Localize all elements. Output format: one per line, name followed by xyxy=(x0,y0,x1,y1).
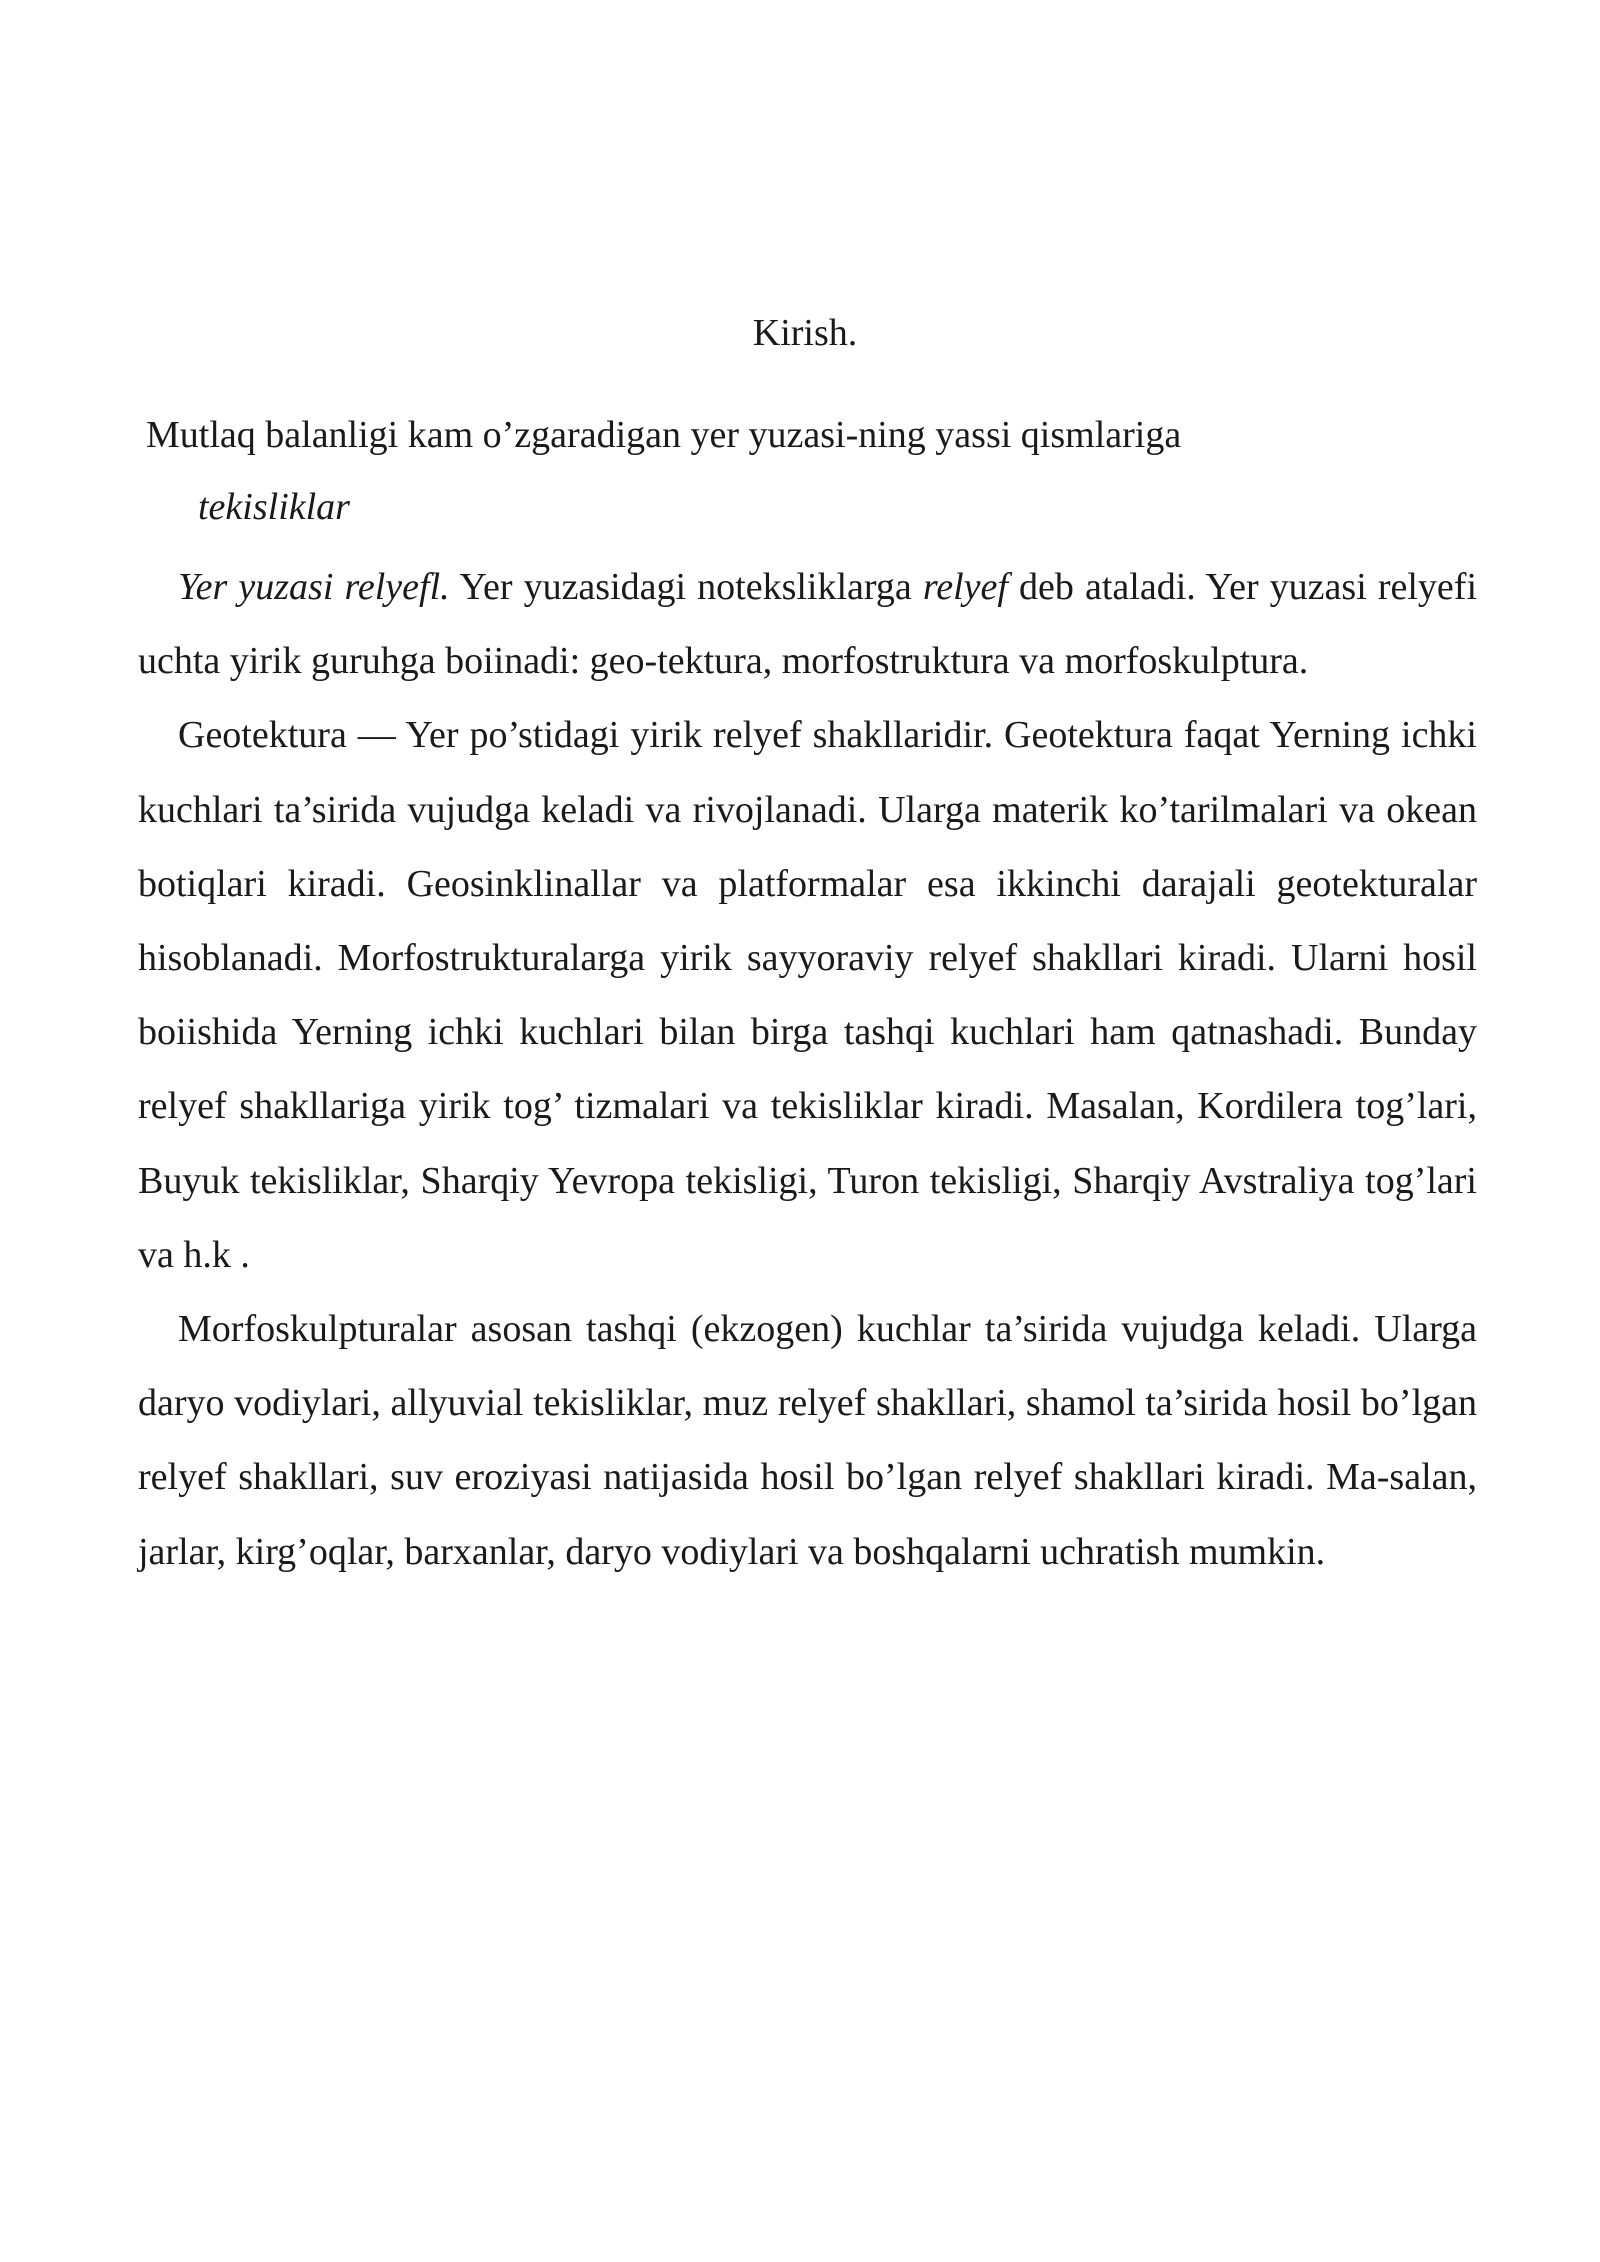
paragraph-morfoskulptura: Morfoskulpturalar asosan tashqi (ekzogen) kuchlar ta’sirida vujudga keladi. Ularga daryo vodiylari, allyuvial tekisliklar, muz relyef shakllari, shamol ta’sirida hosil bo’lgan relyef shakllari, suv eroziyasi natijasida hosil bo’lgan relyef shakllari kiradi. Ma-salan, jarlar, kirg’oqlar, barxanlar, daryo vodiylari va boshqalarni uchratish mumkin. xyxy=(138,1308,1477,1573)
paragraph-geotektura: Geotektura — Yer po’stidagi yirik relyef shakllaridir. Geotektura faqat Yerning ichki kuchlari ta’sirida vujudga keladi va rivojlanadi. Ularga materik ko’tarilmalari va okean botiqlari kiradi. Geosinklinallar va platformalar esa ikkinchi darajali geotekturalar hisoblanadi. Morfostrukturalarga yirik sayyoraviy relyef shakllari kiradi. Ularni hosil boiishida Yerning ichki kuchlari bilan birga tashqi kuchlari ham qatnashadi. Bunday relyef shakllariga yirik tog’ tizmalari va tekisliklar kiradi. Masalan, Kordilera tog’lari, Buyuk tekisliklar, Sharqiy Yevropa tekisligi, Turon tekisligi, Sharqiy Avstraliya tog’lari va h.k . xyxy=(138,714,1477,1276)
paragraph-relief-text-b: deb ataladi. Yer yuzasi relyefi uchta yirik guruhga boiinadi: geo-tektura, morfostruktura va morfoskulptura. xyxy=(138,566,1478,683)
page-title: Kirish. xyxy=(752,312,858,354)
paragraph-relief-lead: Yer yuzasi relyefl. xyxy=(178,566,450,608)
paragraph-relief-text-a: Yer yuzasidagi noteksliklarga xyxy=(449,566,923,608)
intro-line: Mutlaq balanligi kam o’zgaradigan yer yuzasi-ning yassi qismlariga xyxy=(146,414,1182,456)
paragraph-relief xyxy=(138,550,1477,698)
intro-term: tekisliklar xyxy=(198,486,350,528)
body-text xyxy=(138,550,1477,1589)
paragraph-relief-term: relyef xyxy=(922,566,1008,608)
